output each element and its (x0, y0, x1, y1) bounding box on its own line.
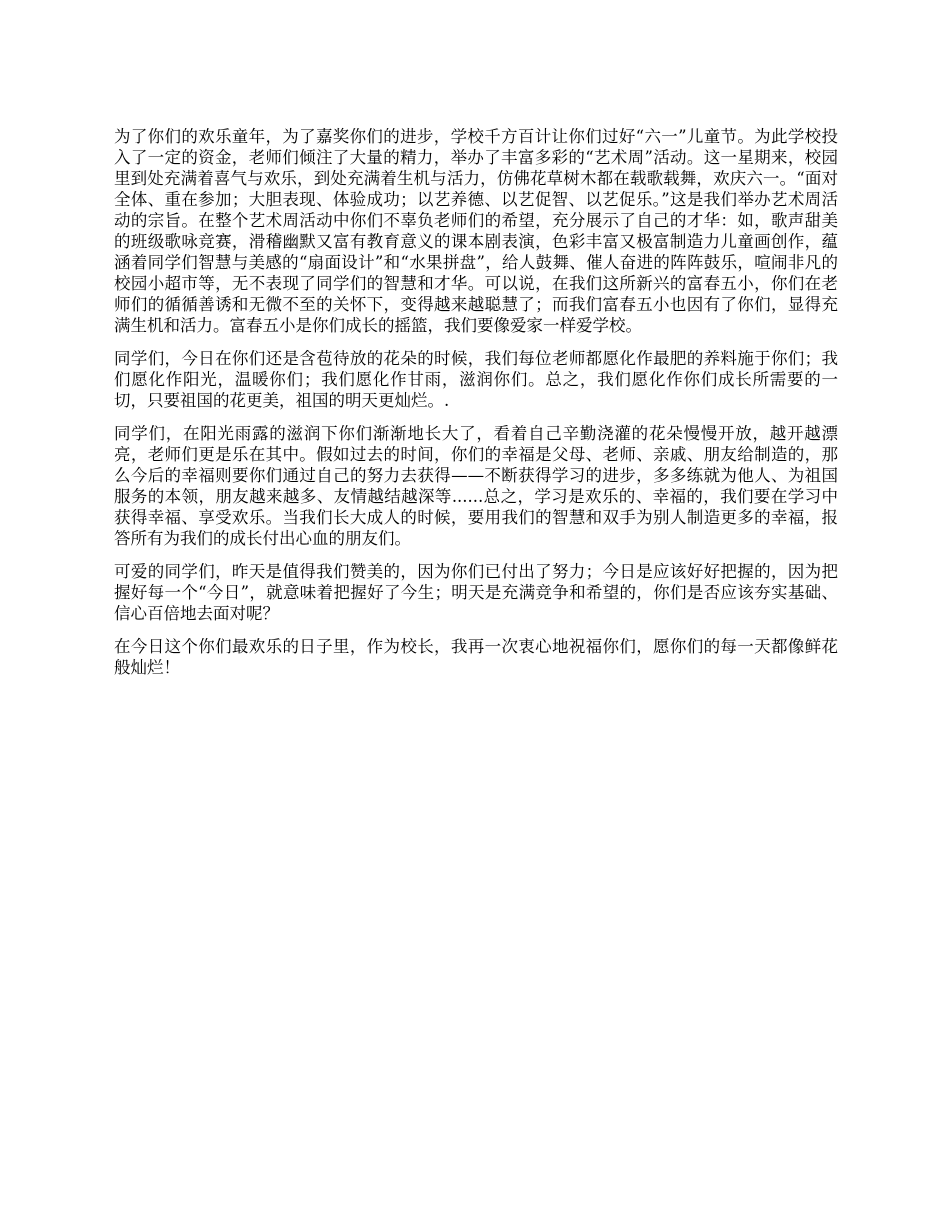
paragraph-2: 同学们，今日在你们还是含苞待放的花朵的时候，我们每位老师都愿化作最肥的养料施于你们；我们愿化作阳光，温暖你们；我们愿化作甘雨，滋润你们。总之，我们愿化作你们成长所需要的一切，只要祖国的花更美，祖国的明天更灿烂。. (114, 349, 838, 410)
paragraph-5: 在今日这个你们最欢乐的日子里，作为校长，我再一次衷心地祝福你们，愿你们的每一天都像鲜花般灿烂！ (114, 637, 838, 677)
paragraph-1: 为了你们的欢乐童年，为了嘉奖你们的进步，学校千方百计让你们过好“六一”儿童节。为此学校投入了一定的资金，老师们倾注了大量的精力，举办了丰富多彩的“艺术周”活动。这一星期来，校园里到处充满着喜气与欢乐，到处充满着生机与活力，仿佛花草树木都在载歌载舞，欢庆六一。“面对全体、重在参加；大胆表现、体验成功；以艺养德、以艺促智、以艺促乐。”这是我们举办艺术周活动的宗旨。在整个艺术周活动中你们不辜负老师们的希望，充分展示了自己的才华：如，歌声甜美的班级歌咏竞赛，滑稽幽默又富有教育意义的课本剧表演，色彩丰富又极富制造力儿童画创作，蕴涵着同学们智慧与美感的“扇面设计”和“水果拼盘”，给人鼓舞、催人奋进的阵阵鼓乐，喧闹非凡的校园小超市等，无不表现了同学们的智慧和才华。可以说，在我们这所新兴的富春五小，你们在老师们的循循善诱和无微不至的关怀下，变得越来越聪慧了；而我们富春五小也因有了你们，显得充满生机和活力。富春五小是你们成长的摇篮，我们要像爱家一样爱学校。 (114, 127, 838, 335)
paragraph-4: 可爱的同学们，昨天是值得我们赞美的，因为你们已付出了努力；今日是应该好好把握的，因为把握好每一个“今日”，就意味着把握好了今生；明天是充满竞争和希望的，你们是否应该夯实基础、信心百倍地去面对呢？ (114, 562, 838, 623)
document-body (114, 126, 838, 690)
paragraph-3: 同学们，在阳光雨露的滋润下你们渐渐地长大了，看着自己辛勤浇灌的花朵慢慢开放，越开越漂亮，老师们更是乐在其中。假如过去的时间，你们的幸福是父母、老师、亲戚、朋友给制造的，那么今后的幸福则要你们通过自己的努力去获得——不断获得学习的进步，多多练就为他人、为祖国服务的本领，朋友越来越多、友情越结越深等......总之，学习是欢乐的、幸福的，我们要在学习中获得幸福、享受欢乐。当我们长大成人的时候，要用我们的智慧和双手为别人制造更多的幸福，报答所有为我们的成长付出心血的朋友们。 (114, 424, 838, 548)
